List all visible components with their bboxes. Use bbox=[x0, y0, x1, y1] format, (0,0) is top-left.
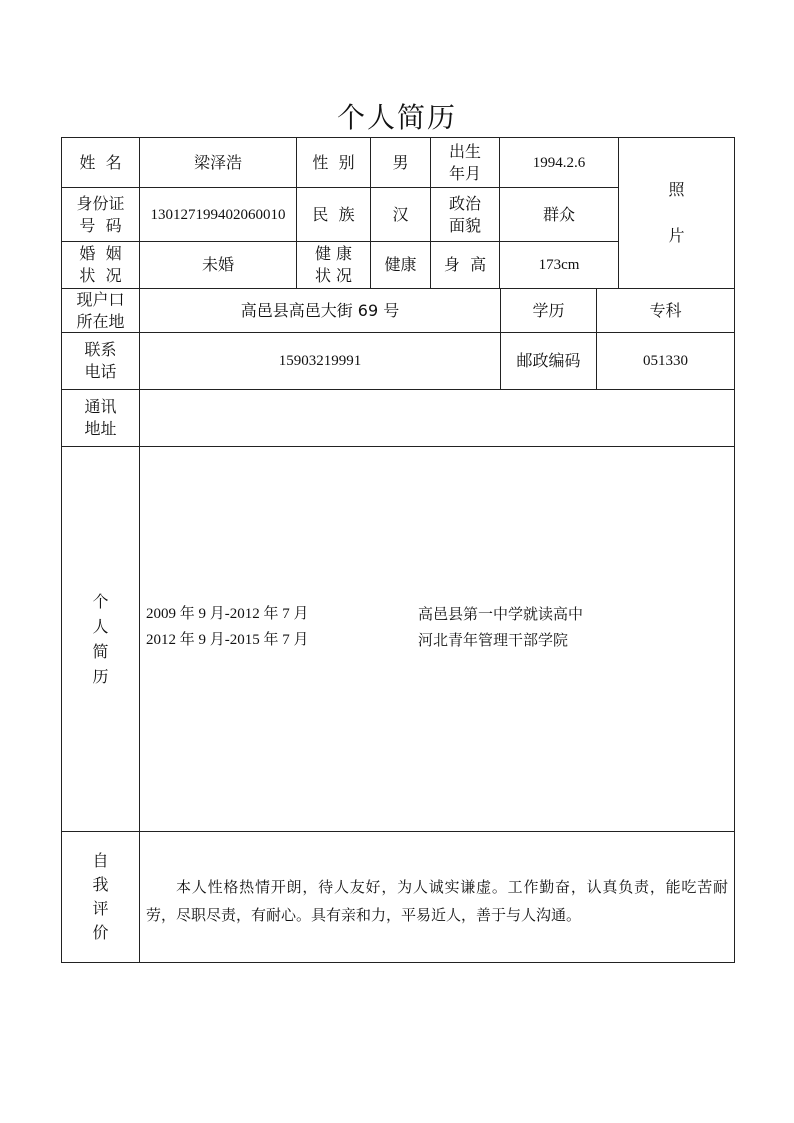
politics-value: 群众 bbox=[499, 187, 618, 241]
hukou-value: 高邑县高邑大街 69 号 bbox=[139, 288, 500, 332]
politics-label: 政治 面貌 bbox=[430, 187, 499, 241]
gender-value: 男 bbox=[370, 137, 430, 187]
ethnicity-value: 汉 bbox=[370, 187, 430, 241]
name-value: 梁泽浩 bbox=[139, 137, 296, 187]
self-evaluation-label: 自 我 评 价 bbox=[61, 831, 139, 963]
id-label: 身份证 号 码 bbox=[61, 187, 139, 241]
health-value: 健康 bbox=[370, 241, 430, 288]
photo-box: 照 片 bbox=[618, 137, 735, 288]
ethnicity-label: 民 族 bbox=[296, 187, 370, 241]
id-number-value: 130127199402060010 bbox=[139, 187, 296, 241]
resume-label: 个 人 简 历 bbox=[61, 446, 139, 831]
resume-school: 高邑县第一中学就读高中 bbox=[418, 605, 584, 623]
education-label: 学历 bbox=[500, 288, 596, 332]
address-value bbox=[139, 389, 735, 446]
postcode-label: 邮政编码 bbox=[500, 332, 596, 389]
resume-school: 河北青年管理干部学院 bbox=[418, 631, 569, 649]
birth-value: 1994.2.6 bbox=[499, 137, 618, 187]
birth-label: 出生 年月 bbox=[430, 137, 499, 187]
resume-period: 2012 年 9 月-2015 年 7 月 bbox=[146, 632, 309, 648]
health-label: 健 康 状 况 bbox=[296, 241, 370, 288]
resume-period: 2009 年 9 月-2012 年 7 月 bbox=[146, 606, 309, 622]
hukou-label: 现户口 所在地 bbox=[61, 288, 139, 332]
education-value: 专科 bbox=[596, 288, 735, 332]
marital-value: 未婚 bbox=[139, 241, 296, 288]
phone-value: 15903219991 bbox=[139, 332, 500, 389]
resume-list bbox=[146, 601, 726, 653]
self-evaluation-text: 本人性格热情开朗，待人友好，为人诚实谦虚。工作勤奋，认真负责，能吃苦耐劳，尽职尽责，有耐心。具有亲和力，平易近人，善于与人沟通。 bbox=[146, 878, 728, 924]
gender-label: 性 别 bbox=[296, 137, 370, 187]
resume-entry bbox=[146, 627, 726, 653]
height-value: 173cm bbox=[499, 241, 618, 288]
height-label: 身 高 bbox=[430, 241, 499, 288]
document-title: 个人简历 bbox=[336, 101, 457, 134]
phone-label: 联系 电话 bbox=[61, 332, 139, 389]
name-label: 姓 名 bbox=[61, 137, 139, 187]
address-label: 通讯 地址 bbox=[61, 389, 139, 446]
postcode-value: 051330 bbox=[596, 332, 735, 389]
marital-label: 婚 姻 状 况 bbox=[61, 241, 139, 288]
resume-entry bbox=[146, 601, 726, 627]
